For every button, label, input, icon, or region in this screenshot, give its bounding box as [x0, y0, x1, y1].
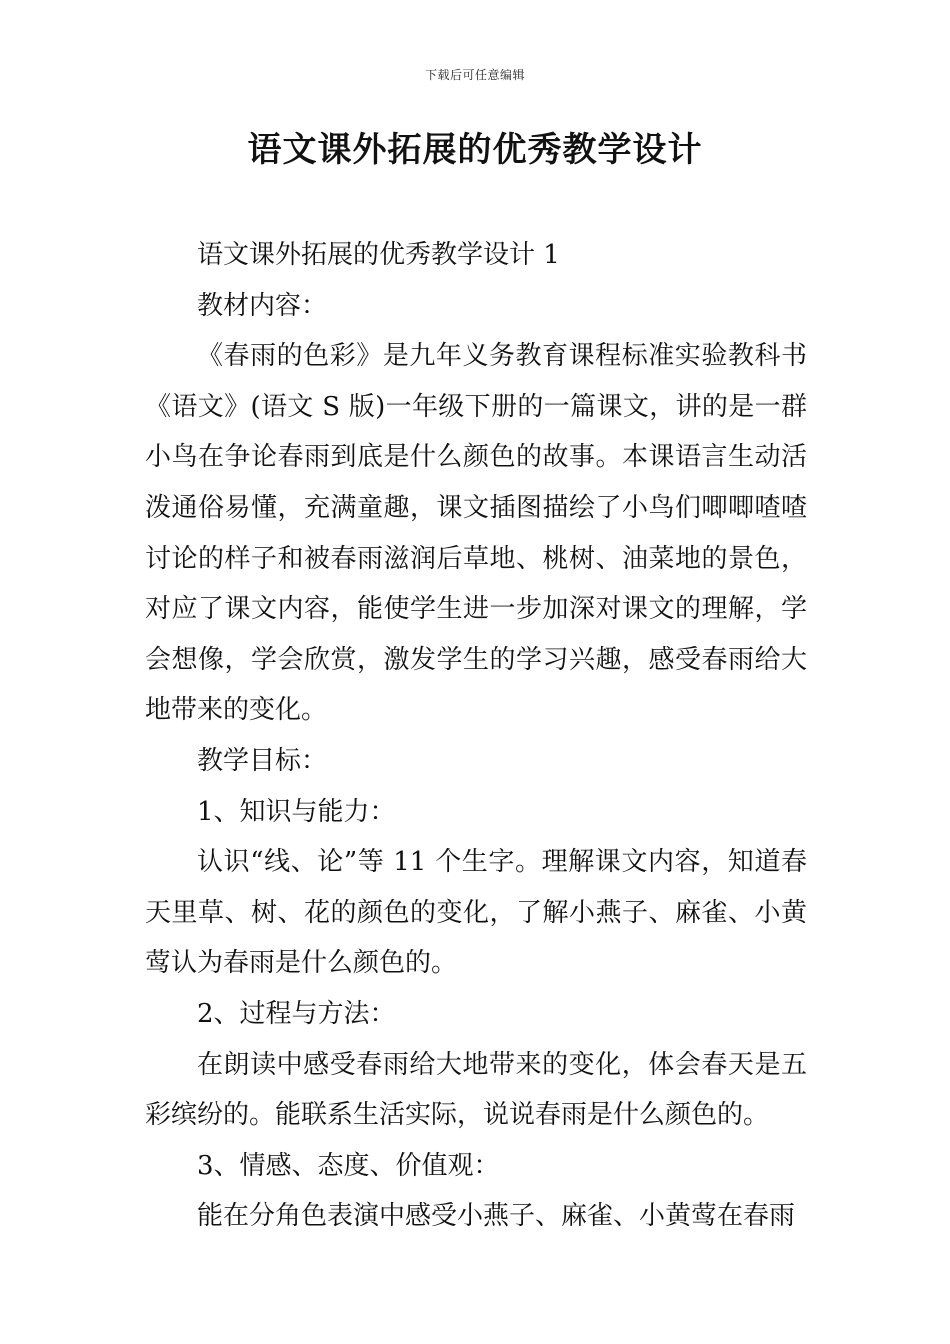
header-note: 下载后可任意编辑: [424, 68, 525, 82]
paragraph-goal-3-text: 能在分角色表演中感受小燕子、麻雀、小黄莺在春雨: [197, 1201, 796, 1232]
paragraph-content: 《春雨的色彩》是九年义务教育课程标准实验教科书《语文》(语文 S 版)一年级下册的一篇课文，讲的是一群小鸟在争论春雨到底是什么颜色的故事。本课语言生动活泼通俗易懂，充满童趣，课文插图描绘了小鸟们唧唧喳喳讨论的样子和被春雨滋润后草地、桃树、油菜地的景色，对应了课文内容，能使学生进一步加深对课文的理解，学会想像，学会欣赏，激发学生的学习兴趣，感受春雨给大地带来的变化。: [145, 341, 807, 726]
section-heading: 语文课外拓展的优秀教学设计 1: [197, 240, 560, 270]
paragraph-goal-1-text: 认识“线、论”等 11 个生字。理解课文内容，知道春天里草、树、花的颜色的变化，了解小燕子、麻雀、小黄莺认为春雨是什么颜色的。: [145, 847, 807, 979]
paragraph-goal-1-heading: 1、知识与能力：: [197, 796, 396, 827]
paragraph-goal-2-heading: 2、过程与方法：: [197, 998, 396, 1029]
paragraph-goal-2-text: 在朗读中感受春雨给大地带来的变化，体会春天是五彩缤纷的。能联系生活实际，说说春雨是什么颜色的。: [145, 1049, 807, 1131]
paragraph-label-goals: 教学目标：: [197, 745, 328, 776]
paragraph-label-content: 教材内容：: [197, 290, 328, 321]
page-title: 语文课外拓展的优秀教学设计: [247, 130, 703, 170]
paragraph-goal-3-heading: 3、情感、态度、价值观：: [197, 1150, 500, 1181]
document-body: [145, 230, 807, 1242]
